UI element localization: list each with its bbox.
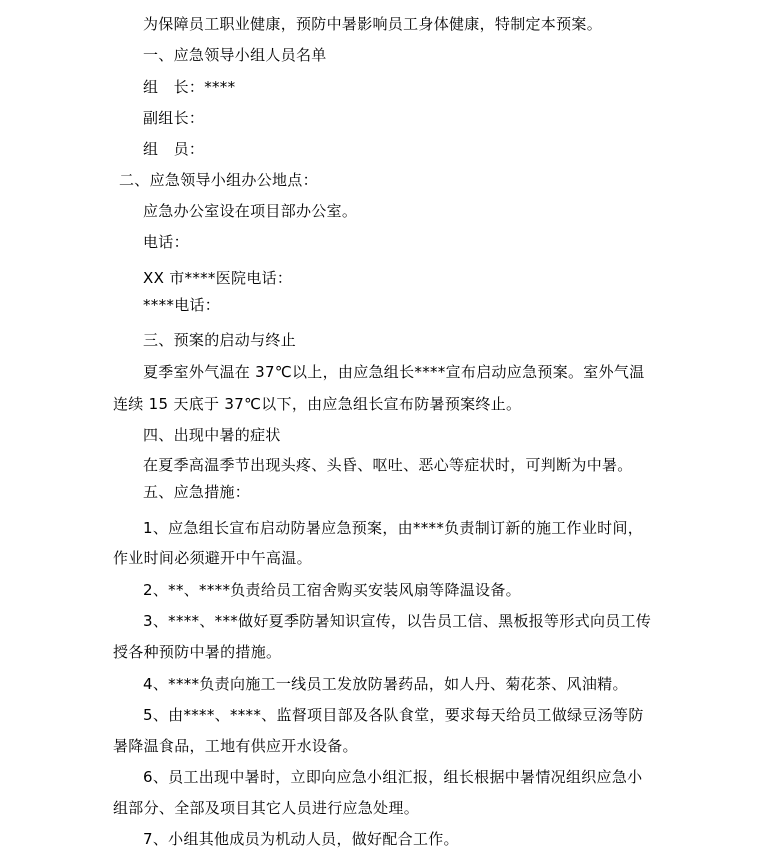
section3-heading: 三、预案的启动与终止 [143, 331, 297, 349]
measure4: 4、****负责向施工一线员工发放防暑药品，如人丹、菊花茶、风油精。 [143, 675, 628, 693]
measure3-line2: 授各种预防中暑的措施。 [113, 643, 282, 661]
section4-text: 在夏季高温季节出现头疼、头昏、呕吐、恶心等症状时，可判断为中暑。 [143, 456, 633, 474]
members-line: 组 员： [143, 140, 205, 158]
section5-heading: 五、应急措施： [143, 483, 251, 501]
section3-line1: 夏季室外气温在 37℃以上，由应急组长****宣布启动应急预案。室外气温 [143, 363, 645, 381]
measure6-line2: 组部分、全部及项目其它人员进行应急处理。 [113, 799, 420, 817]
office-line: 应急办公室设在项目部办公室。 [143, 202, 358, 220]
hospital-phone-line: XX 市****医院电话： [143, 269, 293, 287]
leader-line: 组 长：**** [143, 78, 236, 96]
other-phone-line: ****电话： [143, 296, 221, 314]
measure7: 7、小组其他成员为机动人员，做好配合工作。 [143, 830, 459, 848]
measure5-line2: 暑降温食品，工地有供应开水设备。 [113, 737, 358, 755]
measure2: 2、**、****负责给员工宿舍购买安装风扇等降温设备。 [143, 581, 521, 599]
intro-paragraph: 为保障员工职业健康，预防中暑影响员工身体健康，特制定本预案。 [143, 15, 603, 33]
deputy-line: 副组长： [143, 109, 205, 127]
measure1-line1: 1、应急组长宣布启动防暑应急预案，由****负责制订新的施工作业时间， [143, 519, 644, 537]
section2-heading: 二、应急领导小组办公地点： [119, 171, 318, 189]
section1-heading: 一、应急领导小组人员名单 [143, 46, 327, 64]
section3-line2: 连续 15 天底于 37℃以下，由应急组长宣布防暑预案终止。 [113, 395, 522, 413]
measure5-line1: 5、由****、****、监督项目部及各队食堂，要求每天给员工做绿豆汤等防 [143, 706, 644, 724]
section4-heading: 四、出现中暑的症状 [143, 426, 281, 444]
phone-line: 电话： [143, 233, 189, 251]
measure6-line1: 6、员工出现中暑时，立即向应急小组汇报，组长根据中暑情况组织应急小 [143, 768, 643, 786]
measure3-line1: 3、****、***做好夏季防暑知识宣传，以告员工信、黑板报等形式向员工传 [143, 612, 652, 630]
measure1-line2: 作业时间必须避开中午高温。 [113, 549, 312, 567]
